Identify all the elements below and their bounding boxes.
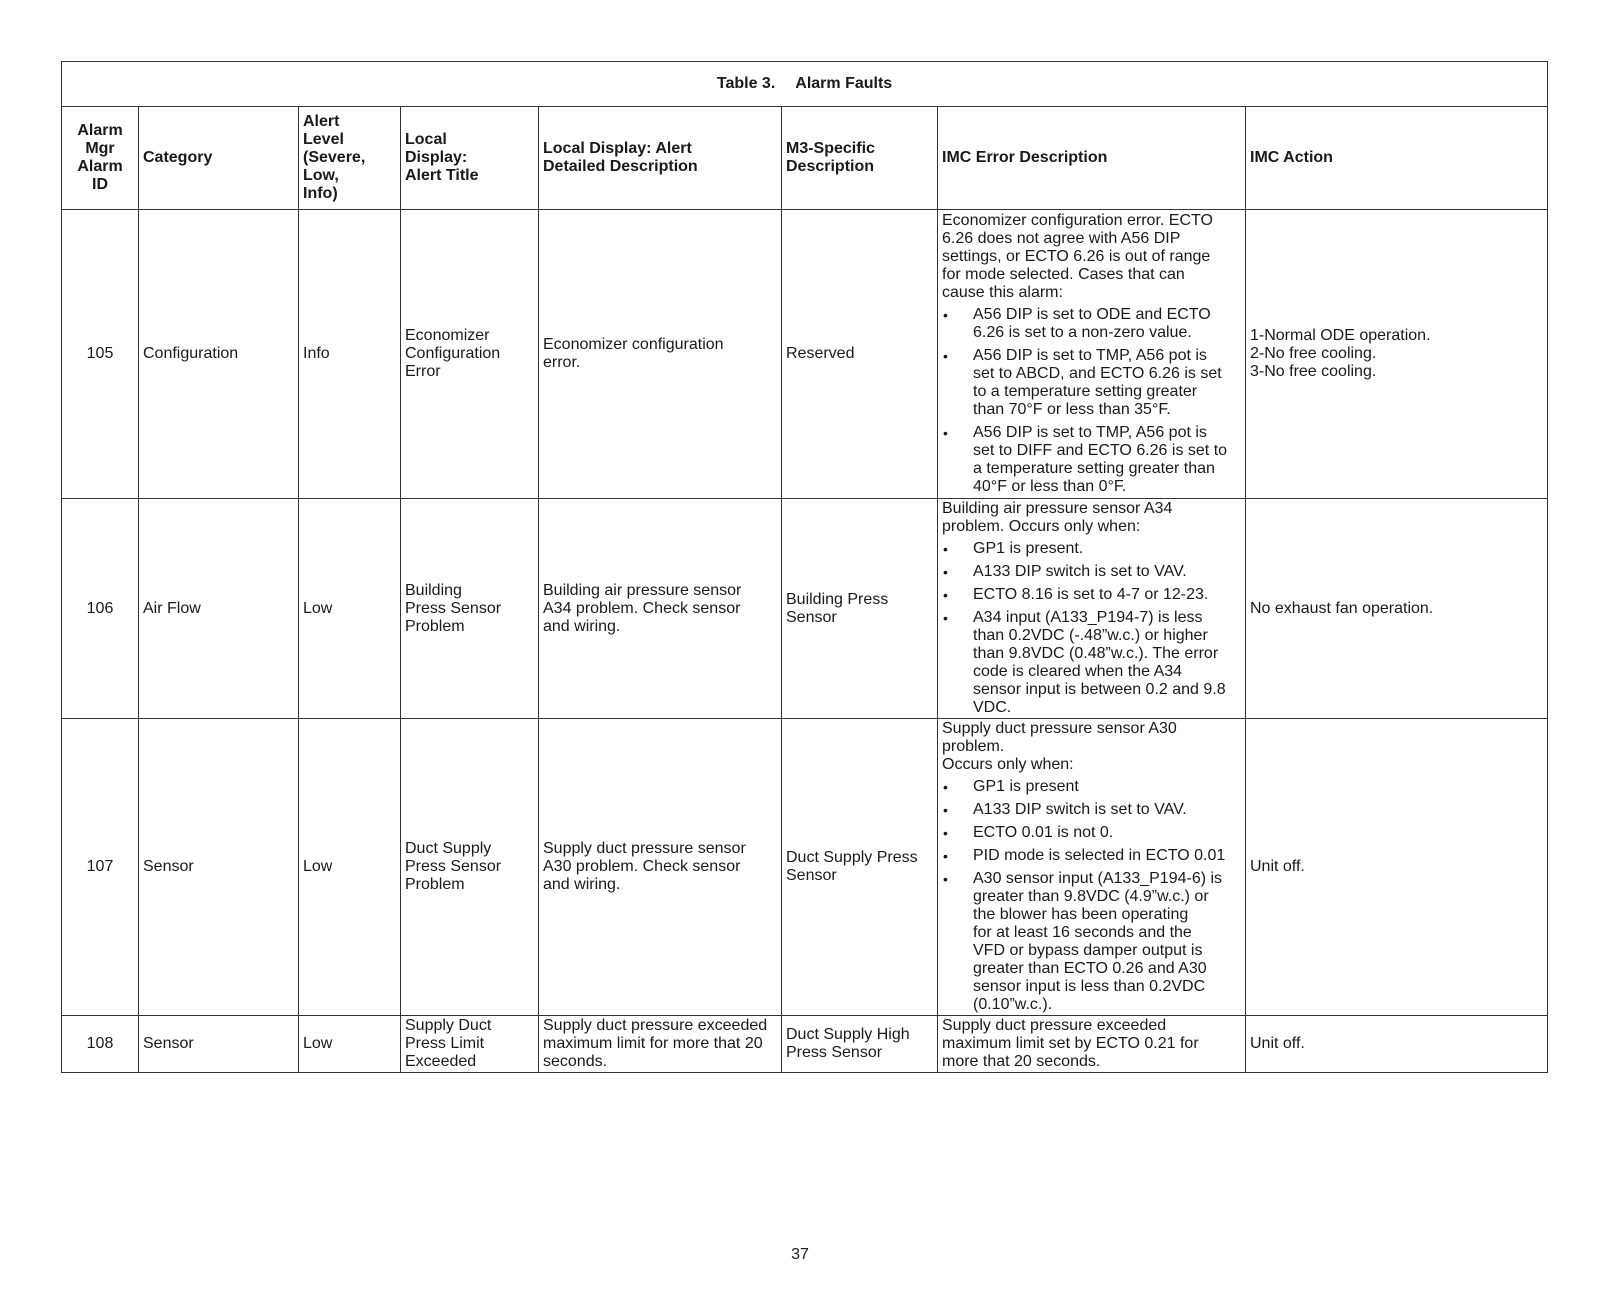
imc-condition-list [942, 778, 1241, 1014]
header-detailed-description: Local Display: Alert Detailed Description [539, 107, 782, 210]
cell-alert-level: Low [299, 719, 401, 1016]
imc-condition-item: • A56 DIP is set to ODE and ECTO 6.26 is set to a non-zero value. [942, 306, 1241, 342]
cell-alert-title: Building Press Sensor Problem [401, 499, 539, 719]
cell-m3-description: Building Press Sensor [782, 499, 938, 719]
cell-detailed-description: Supply duct pressure sensor A30 problem. Check sensor and wiring. [539, 719, 782, 1016]
table-header-row [62, 107, 1548, 210]
imc-description-intro: Economizer configuration error. ECTO 6.26 does not agree with A56 DIP settings, or ECTO 6.26 is out of range for mode selected. Cases that can cause this alarm: [942, 212, 1213, 301]
cell-imc-action: No exhaust fan operation. [1246, 499, 1548, 719]
cell-alert-title: Supply Duct Press Limit Exceeded [401, 1016, 539, 1073]
imc-condition-list [942, 306, 1241, 496]
cell-detailed-description: Building air pressure sensor A34 problem. Check sensor and wiring. [539, 499, 782, 719]
cell-imc-error-description [938, 719, 1246, 1016]
cell-detailed-description: Supply duct pressure exceeded maximum limit for more that 20 seconds. [539, 1016, 782, 1073]
header-alarm-id: Alarm Mgr Alarm ID [62, 107, 139, 210]
header-imc-action: IMC Action [1246, 107, 1548, 210]
cell-detailed-description: Economizer configuration error. [539, 210, 782, 499]
imc-condition-item: • ECTO 8.16 is set to 4-7 or 12-23. [942, 586, 1241, 604]
cell-imc-action: Unit off. [1246, 719, 1548, 1016]
cell-imc-error-description [938, 499, 1246, 719]
header-alert-level: Alert Level (Severe, Low, Info) [299, 107, 401, 210]
cell-m3-description: Duct Supply Press Sensor [782, 719, 938, 1016]
imc-description-intro: Building air pressure sensor A34 problem. Occurs only when: [942, 500, 1173, 535]
imc-condition-list [942, 540, 1241, 717]
imc-condition-item: • A56 DIP is set to TMP, A56 pot is set to ABCD, and ECTO 6.26 is set to a temperature setting greater than 70°F or less than 35°F. [942, 347, 1241, 419]
cell-alarm-id: 107 [62, 719, 139, 1016]
cell-category: Configuration [139, 210, 299, 499]
cell-alarm-id: 108 [62, 1016, 139, 1073]
cell-imc-error-description [938, 210, 1246, 499]
table-row [62, 1016, 1548, 1073]
cell-alert-level: Info [299, 210, 401, 499]
imc-condition-item: • A56 DIP is set to TMP, A56 pot is set to DIFF and ECTO 6.26 is set to a temperature setting greater than 40°F or less than 0°F. [942, 424, 1241, 496]
cell-alert-title: Duct Supply Press Sensor Problem [401, 719, 539, 1016]
imc-description-intro: Supply duct pressure sensor A30 problem. Occurs only when: [942, 720, 1177, 773]
table-row [62, 499, 1548, 719]
cell-m3-description: Duct Supply High Press Sensor [782, 1016, 938, 1073]
imc-condition-item: • A133 DIP switch is set to VAV. [942, 563, 1241, 581]
imc-condition-item: • A133 DIP switch is set to VAV. [942, 801, 1241, 819]
cell-category: Air Flow [139, 499, 299, 719]
cell-alarm-id: 105 [62, 210, 139, 499]
alarm-faults-table [61, 61, 1548, 1073]
header-alert-title: Local Display: Alert Title [401, 107, 539, 210]
imc-condition-item: • ECTO 0.01 is not 0. [942, 824, 1241, 842]
imc-condition-item: • GP1 is present. [942, 540, 1241, 558]
table-row [62, 719, 1548, 1016]
table-row [62, 210, 1548, 499]
imc-condition-item: • GP1 is present [942, 778, 1241, 796]
cell-alert-title: Economizer Configuration Error [401, 210, 539, 499]
table-caption-title: Alarm Faults [795, 75, 893, 92]
cell-imc-error-description: Supply duct pressure exceeded maximum limit set by ECTO 0.21 for more that 20 seconds. [938, 1016, 1246, 1073]
header-category: Category [139, 107, 299, 210]
cell-alert-level: Low [299, 1016, 401, 1073]
table-caption-row [62, 62, 1548, 107]
cell-m3-description: Reserved [782, 210, 938, 499]
cell-imc-action: 1-Normal ODE operation. 2-No free cooling. 3-No free cooling. [1246, 210, 1548, 499]
cell-alert-level: Low [299, 499, 401, 719]
imc-condition-item: • A30 sensor input (A133_P194-6) is greater than 9.8VDC (4.9”w.c.) or the blower has been operating for at least 16 seconds and the VFD or bypass damper output is greater than ECTO 0.26 and A30 sensor input is less than 0.2VDC (0.10”w.c.). [942, 870, 1241, 1014]
cell-category: Sensor [139, 719, 299, 1016]
cell-alarm-id: 106 [62, 499, 139, 719]
header-m3-description: M3-Specific Description [782, 107, 938, 210]
cell-imc-action: Unit off. [1246, 1016, 1548, 1073]
imc-condition-item: • A34 input (A133_P194-7) is less than 0.2VDC (-.48”w.c.) or higher than 9.8VDC (0.48”w.c.). The error code is cleared when the A34 sensor input is between 0.2 and 9.8 VDC. [942, 609, 1241, 717]
imc-condition-item: • PID mode is selected in ECTO 0.01 [942, 847, 1241, 865]
table-caption [62, 62, 1548, 107]
table-caption-label: Table 3. [716, 75, 776, 92]
cell-category: Sensor [139, 1016, 299, 1073]
page-number: 37 [791, 1246, 809, 1263]
header-imc-error-description: IMC Error Description [938, 107, 1246, 210]
